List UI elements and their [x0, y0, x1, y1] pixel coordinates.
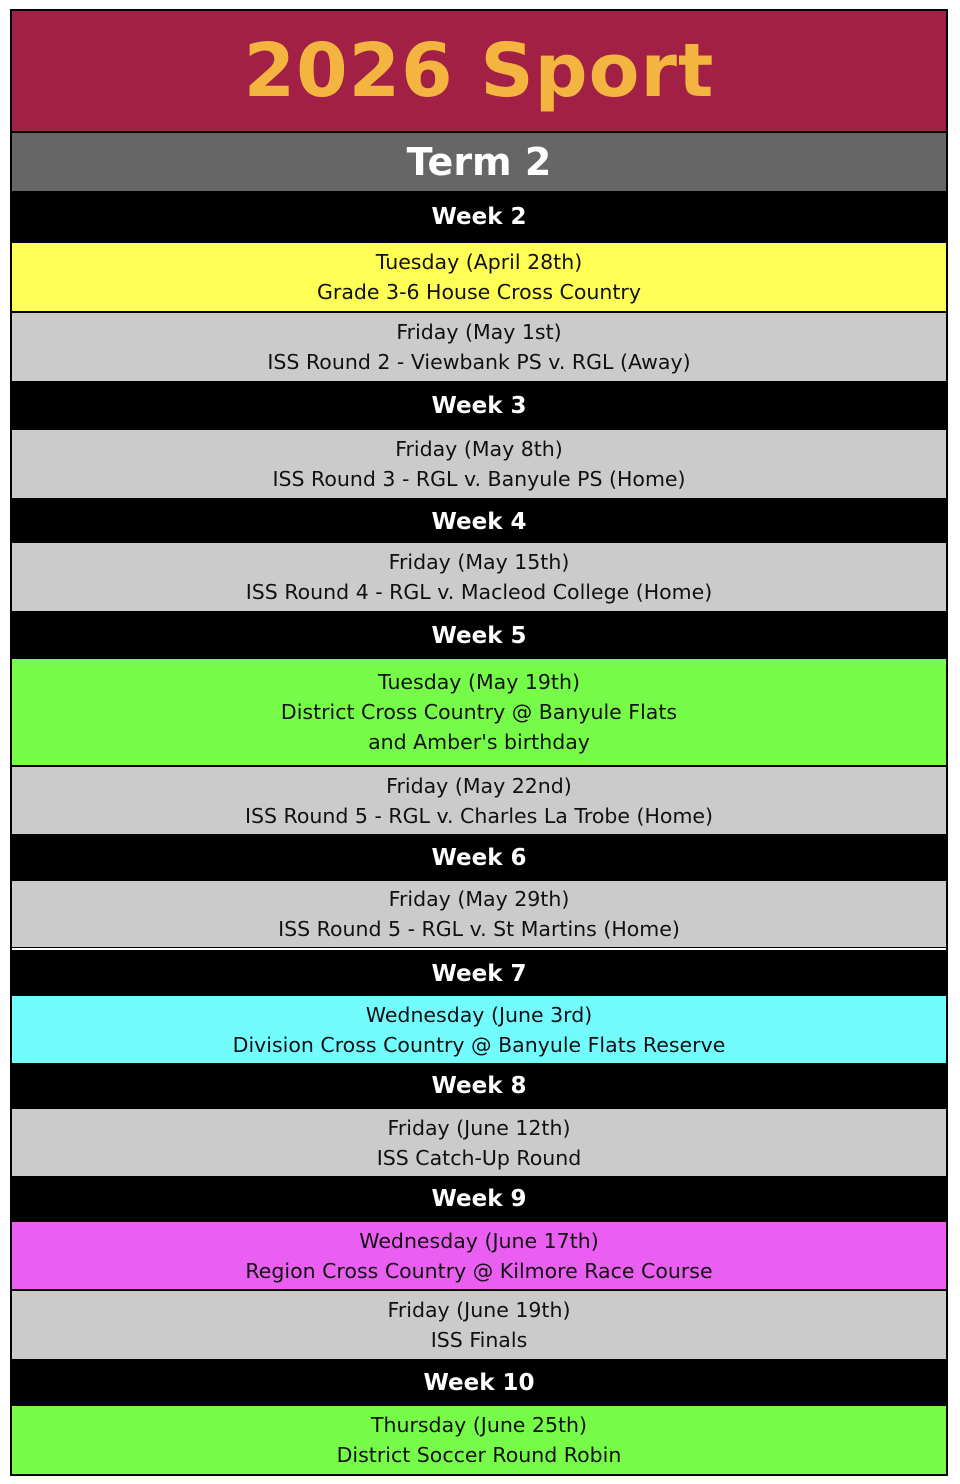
week-header: Week 10: [12, 1360, 946, 1405]
event-description: ISS Round 5 - RGL v. St Martins (Home): [278, 917, 680, 941]
event-day: Thursday (June 25th): [370, 1413, 588, 1437]
event-description: Region Cross Country @ Kilmore Race Course: [245, 1258, 713, 1283]
event-description: ISS Round 5 - RGL v. Charles La Trobe (Home): [244, 803, 714, 828]
event-row: [12, 1406, 946, 1474]
event-row: [12, 543, 946, 611]
event-description: ISS Round 3 - RGL v. Banyule PS (Home): [272, 467, 686, 491]
week-header: Week 8: [12, 1064, 946, 1108]
event-day: Friday (May 8th): [395, 437, 563, 461]
term-header: Term 2: [12, 133, 946, 191]
week-header: Week 6: [12, 836, 946, 880]
event-day: Friday (May 1st): [396, 320, 562, 344]
event-row: [12, 767, 946, 834]
event-description: ISS Finals: [430, 1328, 528, 1352]
event-row: [12, 243, 946, 311]
week-header: Week 2: [12, 193, 946, 241]
event-day: Tuesday (May 19th): [378, 670, 580, 694]
event-row: [12, 1222, 946, 1289]
event-description: District Cross Country @ Banyule Flats: [280, 700, 678, 724]
week-header: Week 3: [12, 383, 946, 429]
week-header: Week 9: [12, 1177, 946, 1221]
week-header: Week 7: [12, 952, 946, 995]
event-description: District Soccer Round Robin: [336, 1443, 622, 1467]
event-day: Friday (June 19th): [387, 1298, 571, 1322]
event-row: [12, 1109, 946, 1176]
event-description: ISS Catch-Up Round: [376, 1145, 582, 1170]
event-row: [12, 313, 946, 381]
week-header: Week 4: [12, 500, 946, 543]
event-description: ISS Round 2 - Viewbank PS v. RGL (Away): [267, 350, 691, 374]
event-row: [12, 1291, 946, 1359]
page-title: 2026 Sport: [12, 11, 946, 131]
event-description: Division Cross Country @ Banyule Flats Reserve: [232, 1032, 726, 1057]
event-day: Friday (June 12th): [387, 1115, 571, 1140]
sport-calendar: [10, 9, 948, 1476]
divider: [12, 948, 946, 950]
event-row: [12, 996, 946, 1063]
event-day: Friday (May 22nd): [386, 773, 572, 798]
event-day: Friday (May 29th): [388, 887, 570, 911]
event-description: ISS Round 4 - RGL v. Macleod College (Home): [245, 580, 713, 604]
event-description: and Amber's birthday: [368, 730, 590, 754]
event-row: [12, 881, 946, 947]
event-row: [12, 659, 946, 765]
event-description: Grade 3-6 House Cross Country: [317, 280, 641, 304]
event-row: [12, 430, 946, 498]
event-day: Tuesday (April 28th): [375, 250, 583, 274]
week-header: Week 5: [12, 613, 946, 658]
event-day: Friday (May 15th): [388, 550, 570, 574]
event-day: Wednesday (June 17th): [359, 1228, 599, 1253]
event-day: Wednesday (June 3rd): [365, 1002, 593, 1027]
